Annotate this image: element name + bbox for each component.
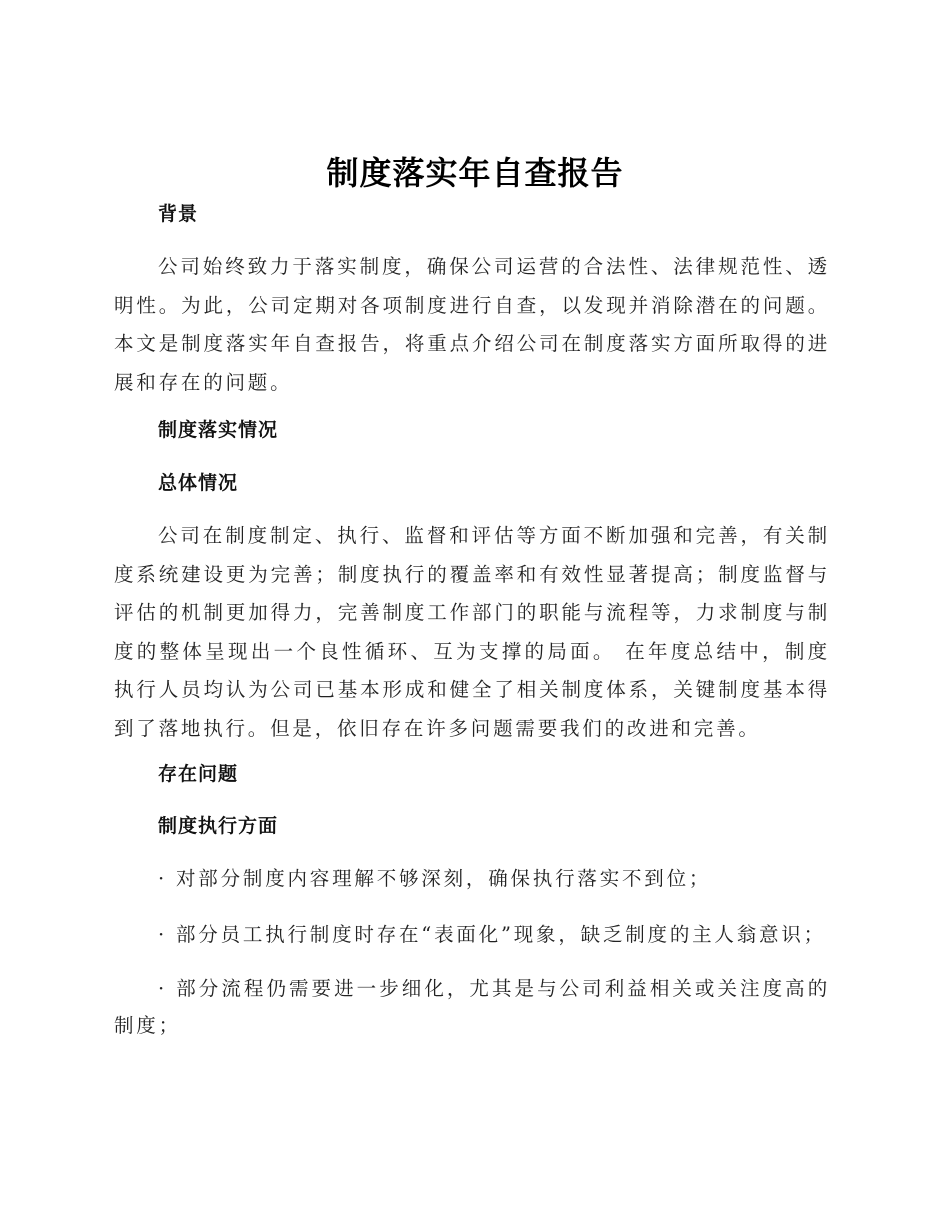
heading-execution: 制度执行方面 bbox=[158, 815, 279, 837]
list-item: · 部分员工执行制度时存在“表面化”现象，缺乏制度的主人翁意识； bbox=[158, 923, 826, 946]
list-item: · 对部分制度内容理解不够深刻，确保执行落实不到位； bbox=[158, 867, 712, 890]
document-title: 制度落实年自查报告 bbox=[326, 154, 624, 192]
heading-overall: 总体情况 bbox=[158, 472, 239, 494]
heading-problems: 存在问题 bbox=[158, 763, 239, 785]
heading-implementation: 制度落实情况 bbox=[158, 419, 279, 441]
paragraph-overall: 公司在制度制定、执行、监督和评估等方面不断加强和完善，有关制度系统建设更为完善；制度执行的覆盖率和有效性显著提高；制度监督与评估的机制更加得力，完善制度工作部门的职能与流程等，力求制度与制度的整体呈现出一个良性循环、互为支撑的局面。 在年度总结中，制度执行人员均认为公司已基本形成和健全了相关制度体系，关键制度基本得到了落地执行。但是，依旧存在许多问题需要我们的改进和完善。 bbox=[114, 524, 830, 740]
paragraph-background: 公司始终致力于落实制度，确保公司运营的合法性、法律规范性、透明性。为此，公司定期对各项制度进行自查，以发现并消除潜在的问题。本文是制度落实年自查报告，将重点介绍公司在制度落实方面所取得的进展和存在的问题。 bbox=[114, 255, 830, 394]
heading-background: 背景 bbox=[158, 203, 199, 225]
list-item: · 部分流程仍需要进一步细化，尤其是与公司利益相关或关注度高的制度； bbox=[114, 977, 830, 1037]
